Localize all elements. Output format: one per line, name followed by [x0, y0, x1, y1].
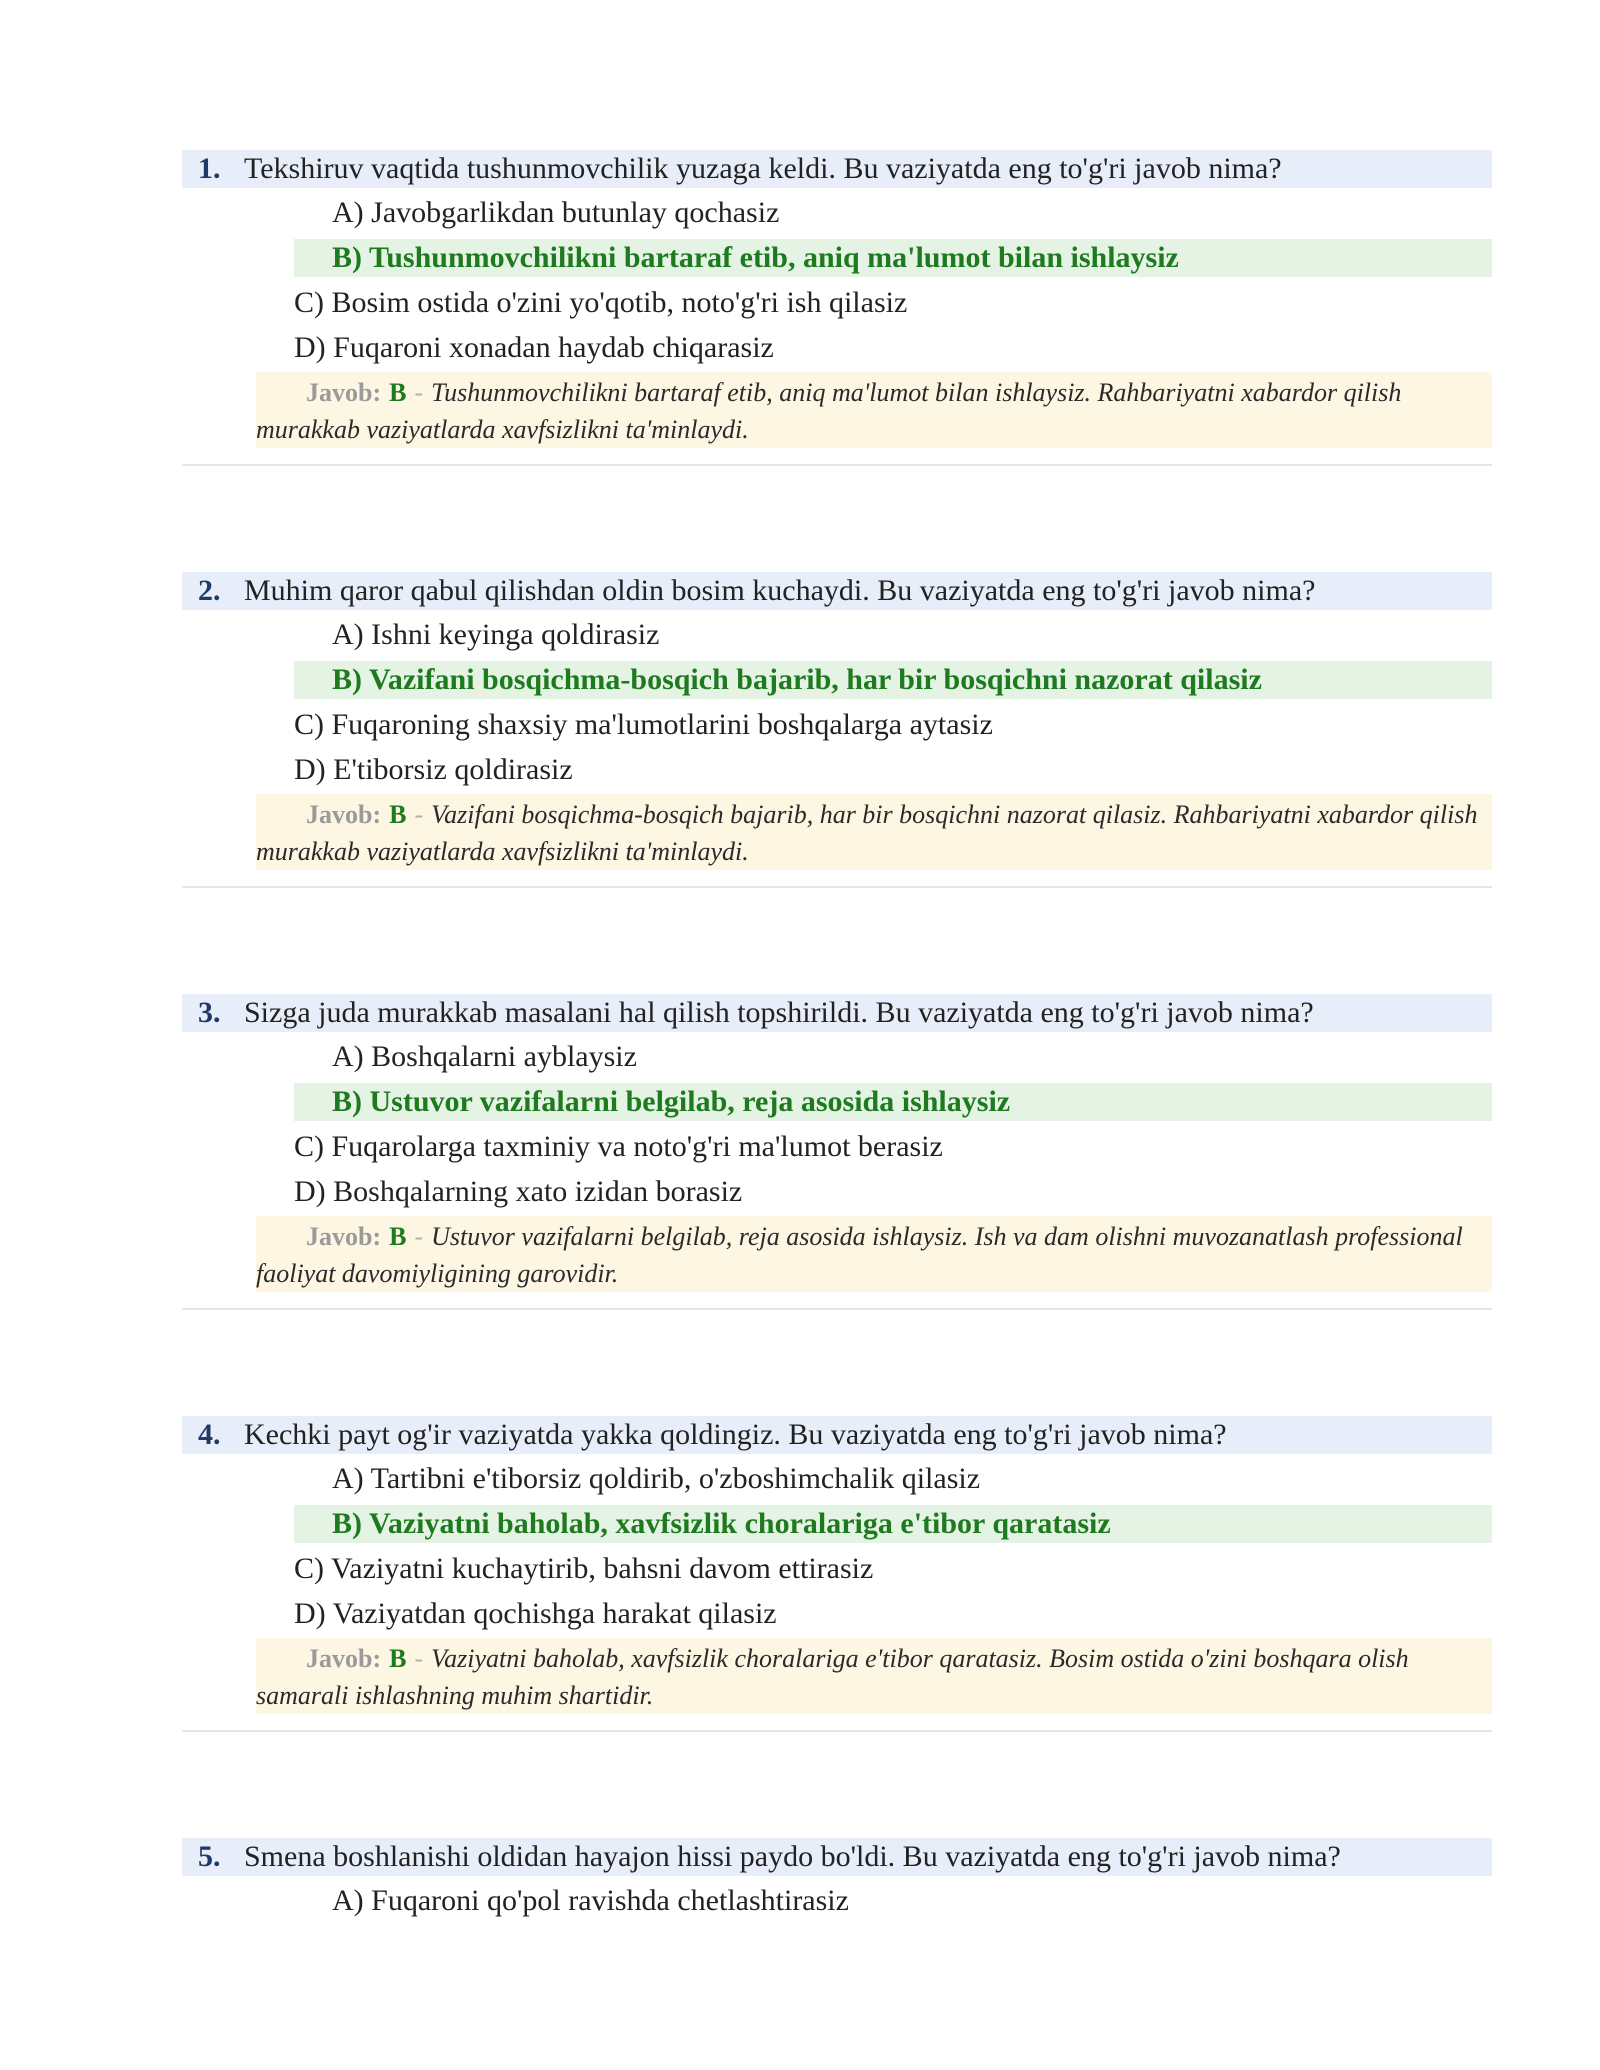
option-c: C) Fuqarolarga taxminiy va noto'g'ri ma'lumot berasiz	[294, 1130, 943, 1163]
option-b-label: B) Vaziyatni baholab, xavfsizlik choralariga e'tibor qaratasiz	[332, 1507, 1111, 1540]
answer-text	[256, 374, 1486, 448]
option-b-correct	[294, 661, 1492, 699]
question-text: Muhim qaror qabul qilishdan oldin bosim kuchaydi. Bu vaziyatda eng to'g'ri javob nima?	[244, 574, 1316, 607]
answer-explanation: Ustuvor vazifalarni belgilab, reja asosida ishlaysiz. Ish va dam olishni muvozanatlash professional faoliyat davomiyligining garovidir.	[256, 1222, 1463, 1288]
divider	[182, 1730, 1492, 1732]
question-number: 5.	[198, 1840, 221, 1873]
answer-separator: -	[414, 378, 424, 407]
answer-explanation: Tushunmovchilikni bartaraf etib, aniq ma'lumot bilan ishlaysiz. Rahbariyatni xabardor qilish murakkab vaziyatlarda xavfsizlikni ta'minlaydi.	[256, 378, 1402, 444]
answer-box	[256, 1638, 1492, 1714]
option-c: C) Fuqaroning shaxsiy ma'lumotlarini boshqalarga aytasiz	[294, 708, 993, 741]
answer-label: Javob:	[306, 1222, 382, 1251]
question-number: 4.	[198, 1418, 221, 1451]
option-d: D) Fuqaroni xonadan haydab chiqarasiz	[294, 331, 774, 364]
option-a: A) Ishni keyinga qoldirasiz	[332, 618, 660, 651]
option-c: C) Vaziyatni kuchaytirib, bahsni davom ettirasiz	[294, 1552, 874, 1585]
answer-letter: B	[389, 378, 407, 407]
question-header	[182, 994, 1492, 1032]
question-text: Sizga juda murakkab masalani hal qilish topshirildi. Bu vaziyatda eng to'g'ri javob nima?	[244, 996, 1314, 1029]
option-a: A) Javobgarlikdan butunlay qochasiz	[332, 196, 780, 229]
option-b-correct	[294, 239, 1492, 277]
answer-text	[256, 1218, 1486, 1292]
question-block-4	[182, 1416, 1492, 1836]
answer-letter: B	[389, 1644, 407, 1673]
option-b-label: B) Vazifani bosqichma-bosqich bajarib, har bir bosqichni nazorat qilasiz	[332, 663, 1262, 696]
answer-box	[256, 1216, 1492, 1292]
question-block-3	[182, 994, 1492, 1414]
answer-box	[256, 794, 1492, 870]
option-c: C) Bosim ostida o'zini yo'qotib, noto'g'ri ish qilasiz	[294, 286, 908, 319]
option-d: D) E'tiborsiz qoldirasiz	[294, 753, 573, 786]
answer-text	[256, 1640, 1486, 1714]
divider	[182, 464, 1492, 466]
divider	[182, 886, 1492, 888]
question-header	[182, 150, 1492, 188]
option-a: A) Tartibni e'tiborsiz qoldirib, o'zboshimchalik qilasiz	[332, 1462, 981, 1495]
answer-explanation: Vaziyatni baholab, xavfsizlik choralariga e'tibor qaratasiz. Bosim ostida o'zini boshqara olish samarali ishlashning muhim shartidir.	[256, 1644, 1409, 1710]
option-a: A) Fuqaroni qo'pol ravishda chetlashtirasiz	[332, 1884, 849, 1917]
answer-label: Javob:	[306, 800, 382, 829]
option-d: D) Vaziyatdan qochishga harakat qilasiz	[294, 1597, 777, 1630]
question-number: 2.	[198, 574, 221, 607]
question-text: Kechki payt og'ir vaziyatda yakka qoldingiz. Bu vaziyatda eng to'g'ri javob nima?	[244, 1418, 1227, 1451]
option-a: A) Boshqalarni ayblaysiz	[332, 1040, 637, 1073]
answer-label: Javob:	[306, 1644, 382, 1673]
question-number: 3.	[198, 996, 221, 1029]
question-block-1	[182, 150, 1492, 570]
question-block-5	[182, 1838, 1492, 1938]
question-text: Tekshiruv vaqtida tushunmovchilik yuzaga keldi. Bu vaziyatda eng to'g'ri javob nima?	[244, 152, 1282, 185]
option-d: D) Boshqalarning xato izidan borasiz	[294, 1175, 743, 1208]
answer-explanation: Vazifani bosqichma-bosqich bajarib, har bir bosqichni nazorat qilasiz. Rahbariyatni xabardor qilish murakkab vaziyatlarda xavfsizlikni ta'minlaydi.	[256, 800, 1478, 866]
answer-letter: B	[389, 800, 407, 829]
option-b-label: B) Ustuvor vazifalarni belgilab, reja asosida ishlaysiz	[332, 1085, 1011, 1118]
answer-separator: -	[414, 1644, 424, 1673]
question-block-2	[182, 572, 1492, 992]
question-header	[182, 1838, 1492, 1876]
answer-label: Javob:	[306, 378, 382, 407]
divider	[182, 1308, 1492, 1310]
option-b-correct	[294, 1083, 1492, 1121]
option-b-label: B) Tushunmovchilikni bartaraf etib, aniq ma'lumot bilan ishlaysiz	[332, 241, 1179, 274]
question-header	[182, 572, 1492, 610]
answer-text	[256, 796, 1486, 870]
question-header	[182, 1416, 1492, 1454]
option-b-correct	[294, 1505, 1492, 1543]
answer-separator: -	[414, 1222, 424, 1251]
question-number: 1.	[198, 152, 221, 185]
answer-separator: -	[414, 800, 424, 829]
answer-letter: B	[389, 1222, 407, 1251]
answer-box	[256, 372, 1492, 448]
question-text: Smena boshlanishi oldidan hayajon hissi paydo bo'ldi. Bu vaziyatda eng to'g'ri javob nima?	[244, 1840, 1341, 1873]
